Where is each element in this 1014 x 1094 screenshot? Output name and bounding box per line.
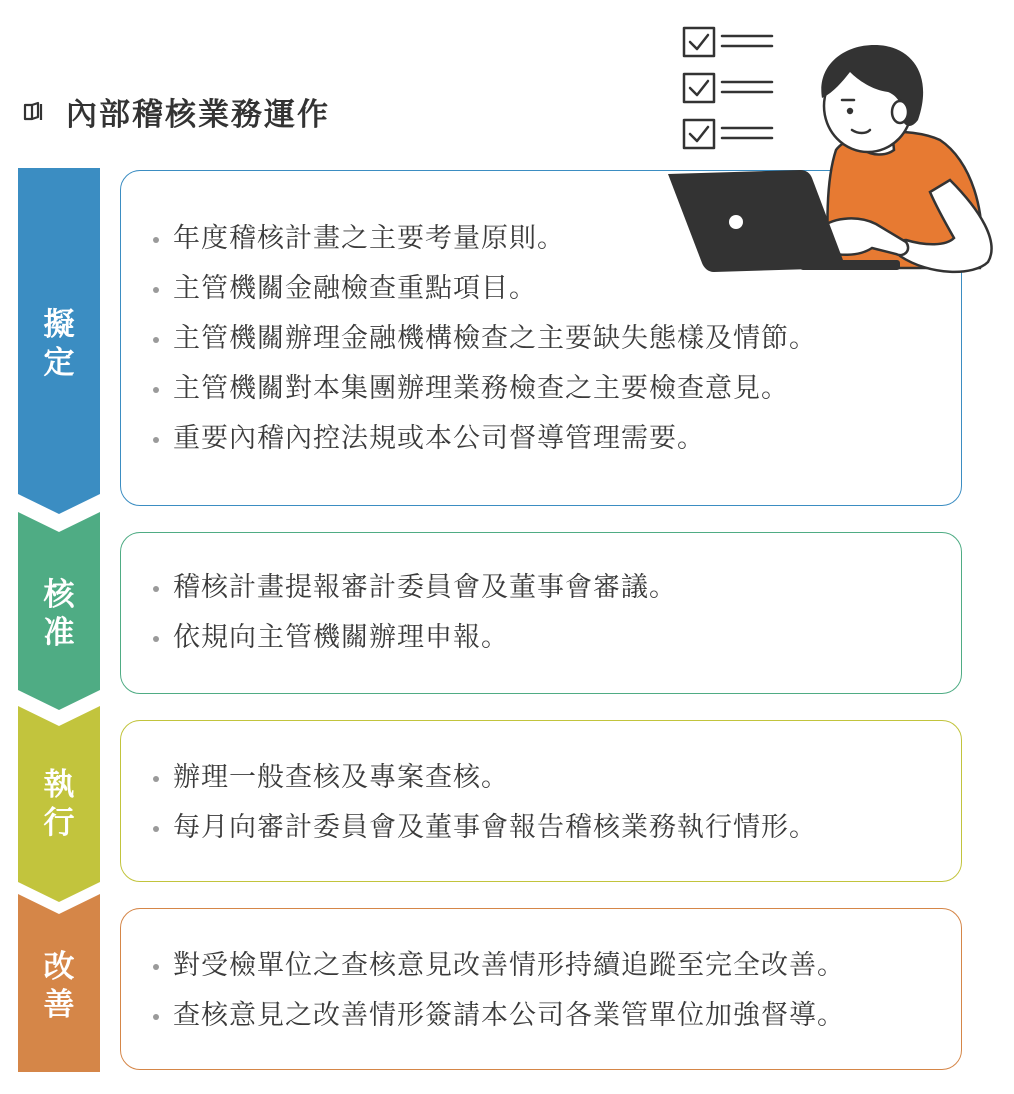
stage-item-list [149, 941, 845, 1041]
list-item: 年度稽核計畫之主要考量原則。 [149, 214, 817, 264]
list-item: 查核意見之改善情形簽請本公司各業管單位加強督導。 [149, 991, 845, 1041]
stage-box-execute [120, 720, 962, 882]
stage-tab-execute [18, 706, 100, 902]
list-item: 稽核計畫提報審計委員會及董事會審議。 [149, 563, 677, 613]
stage-box-approve [120, 532, 962, 694]
stage-label [18, 948, 100, 1024]
list-item: 主管機關金融檢查重點項目。 [149, 264, 817, 314]
stage-label [18, 576, 100, 652]
stage-box-improve [120, 908, 962, 1070]
stage-tab-approve [18, 512, 100, 710]
stage-label [18, 766, 100, 842]
list-item: 重要內稽內控法規或本公司督導管理需要。 [149, 414, 817, 464]
stage-label [18, 306, 100, 382]
person-laptop-illustration [650, 10, 1014, 290]
stage-label-text: 改善 [43, 949, 75, 1023]
list-item: 對受檢單位之查核意見改善情形持續追蹤至完全改善。 [149, 941, 845, 991]
book-open-icon [22, 98, 48, 124]
list-item: 主管機關對本集團辦理業務檢查之主要檢查意見。 [149, 364, 817, 414]
list-item: 主管機關辦理金融機構檢查之主要缺失態樣及情節。 [149, 314, 817, 364]
list-item: 每月向審計委員會及董事會報告稽核業務執行情形。 [149, 803, 817, 853]
checklist-icon [684, 28, 772, 148]
stage-item-list [149, 563, 677, 663]
stage-label-text: 執行 [43, 767, 75, 841]
stage-tab-draft [18, 168, 100, 514]
section-header [22, 86, 330, 136]
list-item: 依規向主管機關辦理申報。 [149, 613, 677, 663]
stage-item-list [149, 753, 817, 853]
stage-tab-improve [18, 894, 100, 1072]
page-title: 內部稽核業務運作 [66, 96, 330, 133]
stage-label-text: 核准 [43, 577, 75, 651]
list-item: 辦理一般查核及專案查核。 [149, 753, 817, 803]
person-figure [820, 45, 992, 272]
stage-label-text: 擬定 [43, 307, 75, 381]
